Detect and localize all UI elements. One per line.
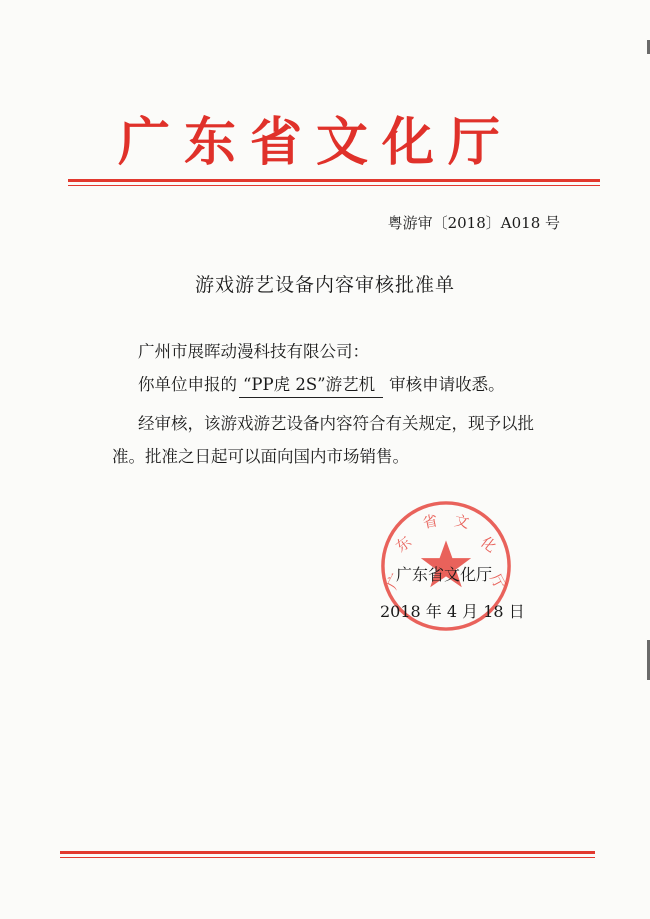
- svg-text:省: 省: [421, 512, 440, 533]
- svg-text:化: 化: [477, 533, 500, 556]
- document-title: 游戏游艺设备内容审核批准单: [194, 274, 455, 296]
- report-prefix: 你单位申报的: [138, 375, 237, 394]
- report-suffix: 审核申请收悉。: [389, 375, 505, 394]
- svg-text:广: 广: [383, 571, 406, 593]
- svg-text:文: 文: [452, 512, 471, 533]
- letterhead-rule-thick: [68, 179, 600, 182]
- document-number: 粤游审〔2018〕A018 号: [387, 214, 560, 232]
- letterhead-rule-thin: [68, 185, 600, 186]
- report-line: [138, 373, 588, 398]
- addressee: 广州市展晖动漫科技有限公司：: [138, 342, 369, 361]
- review-line-1: 经审核，该游戏游艺设备内容符合有关规定，现予以批: [138, 414, 534, 433]
- letterhead-title: 广东省文化厅: [118, 112, 515, 173]
- svg-text:东: 东: [392, 533, 415, 556]
- footer-rule-thick: [60, 851, 595, 854]
- svg-text:厅: 厅: [486, 571, 509, 593]
- signature-date: 2018 年 4 月 18 日: [380, 602, 525, 621]
- footer-rule-thin: [60, 857, 595, 858]
- product-name: “PP虎 2S”游艺机: [239, 373, 383, 398]
- review-line-2: 准。批准之日起可以面向国内市场销售。: [112, 447, 409, 466]
- signature-organization: 广东省文化厅: [396, 565, 493, 584]
